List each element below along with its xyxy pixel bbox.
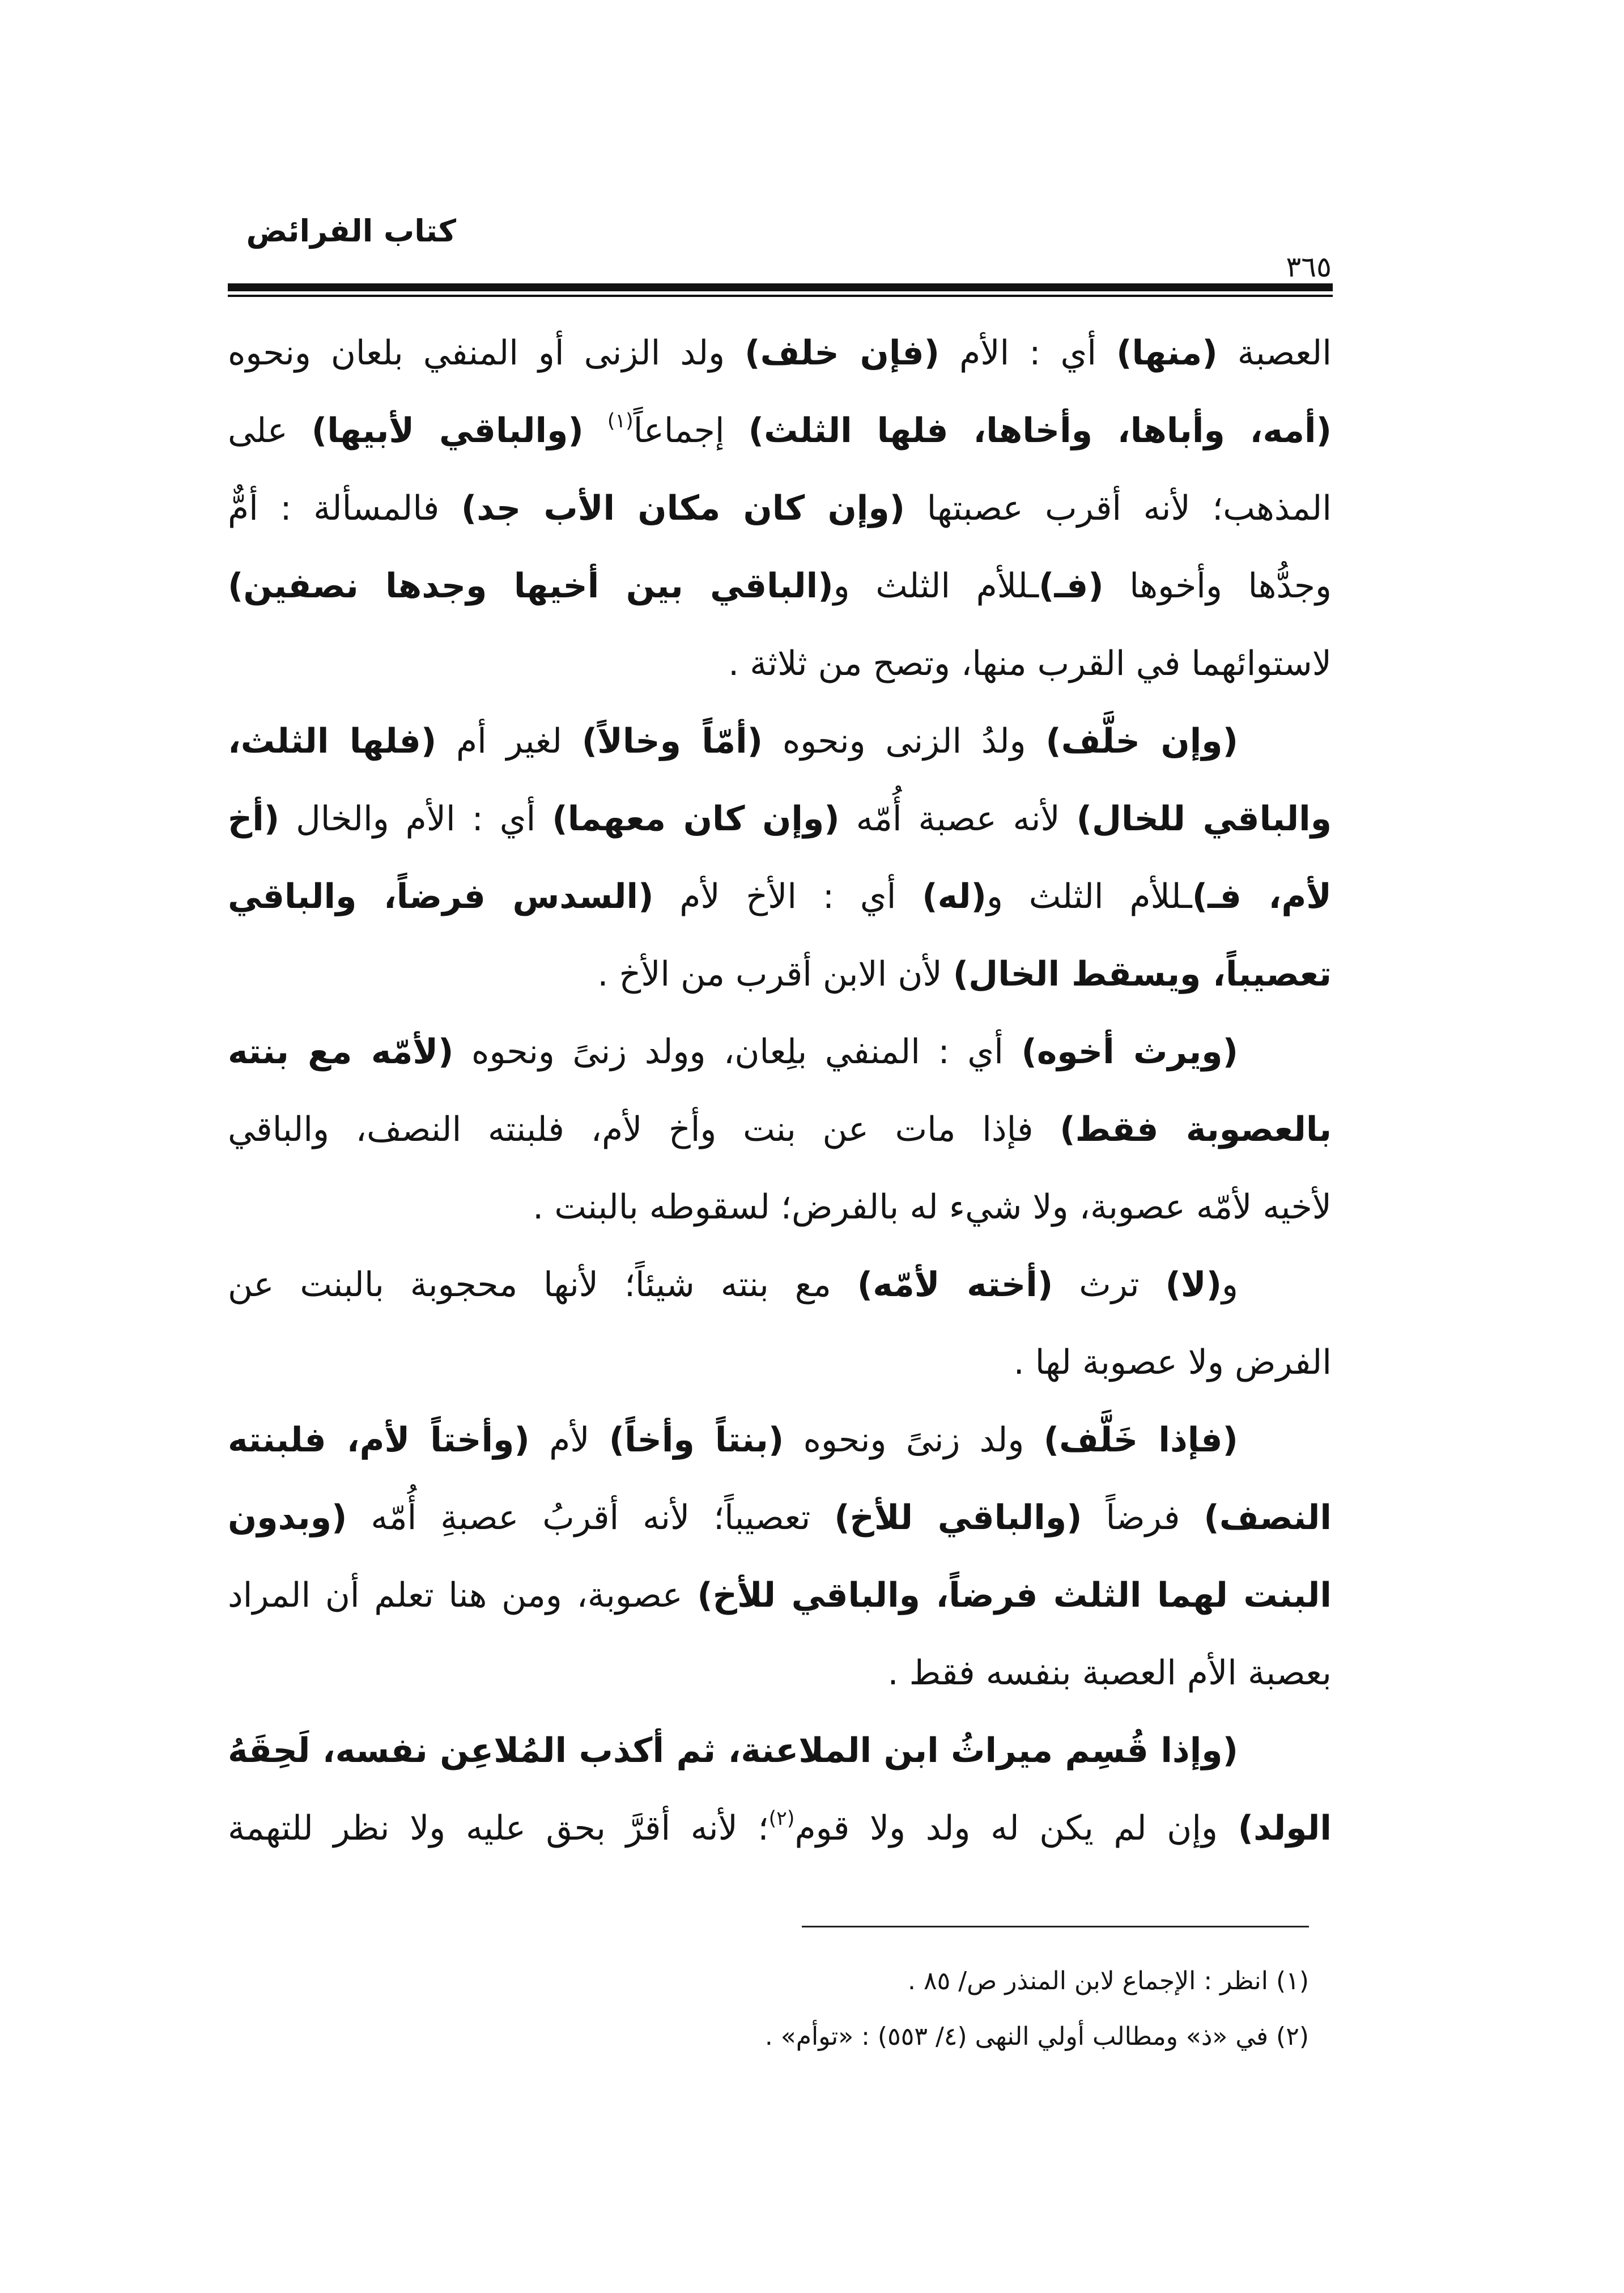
paragraph <box>228 1013 1332 1246</box>
matn-text: (وبدون <box>228 1498 347 1538</box>
footnote-ref: (١) <box>607 409 634 432</box>
text-line: النصف) فرضاً (والباقي للأخ) تعصيباً؛ لأنه أقربُ عصبةِ أُمّه (وبدون <box>228 1498 1332 1538</box>
matn-text: (فإن خلف) <box>745 333 940 373</box>
footnote-1: (١) انظر : الإجماع لابن المنذر ص/ ٨٥ . <box>908 1967 1309 1995</box>
text-line: العصبة (منها) أي : الأم (فإن خلف) ولد الزنى أو المنفي بلعان ونحوه <box>228 333 1332 373</box>
paragraph <box>228 703 1332 1013</box>
text-line: (ويرث أخوه) أي : المنفي بلِعان، وولد زنىً ونحوه (لأمّه مع بنته <box>228 1032 1238 1072</box>
text-line: بعصبة الأم العصبة بنفسه فقط . <box>887 1653 1332 1693</box>
matn-text: تعصيباً، ويسقط الخال) <box>953 954 1332 994</box>
matn-text: (وإذا قُسِم ميراثُ ابن الملاعنة، ثم أكذب المُلاعِن نفسه، لَحِقَهُ <box>228 1731 1238 1770</box>
text-line: (فإذا خَلَّف) ولد زنىً ونحوه (بنتاً وأخاً) لأم (وأختاً لأم، فلبنته <box>228 1420 1238 1460</box>
matn-text: (وأختاً لأم، فلبنته <box>228 1420 530 1460</box>
text-line: والباقي للخال) لأنه عصبة أُمّه (وإن كان معهما) أي : الأم والخال (أخ <box>228 799 1332 839</box>
footnotes <box>228 1954 1309 2065</box>
text-line: بالعصوبة فقط) فإذا مات عن بنت وأخ لأم، فلبنته النصف، والباقي <box>228 1110 1332 1149</box>
matn-text: (وإن كان مكان الأب جد) <box>461 489 905 528</box>
paragraph <box>228 1246 1332 1402</box>
matn-text: البنت لهما الثلث فرضاً، والباقي للأخ) <box>697 1576 1332 1615</box>
matn-text: (ويرث أخوه) <box>1021 1032 1238 1072</box>
paragraph <box>228 315 1332 703</box>
matn-text: (أخته لأمّه) <box>857 1265 1053 1305</box>
matn-text: (لأمّه مع بنته <box>228 1032 454 1072</box>
text-line: و(لا) ترث (أخته لأمّه) مع بنته شيئاً؛ لأنها محجوبة بالبنت عن <box>228 1265 1238 1305</box>
matn-text: (بنتاً وأخاً) <box>609 1420 784 1460</box>
matn-text: والباقي للخال) <box>1076 799 1332 839</box>
text-line: وجدُّها وأخوها (فـ)ـللأم الثلث و(الباقي بين أخيها وجدها نصفين) <box>228 566 1332 606</box>
text-line: (وإن خلَّف) ولدُ الزنى ونحوه (أمّاً وخالاً) لغير أم (فلها الثلث، <box>228 721 1238 761</box>
text-line: الفرض ولا عصوبة لها . <box>1013 1343 1332 1382</box>
text-line: البنت لهما الثلث فرضاً، والباقي للأخ) عصوبة، ومن هنا تعلم أن المراد <box>228 1576 1332 1615</box>
page-number: ٣٦٥ <box>1286 250 1332 283</box>
footnote-2: (٢) في «ذ» ومطالب أولي النهى (٤/ ٥٥٣) : «توأم» . <box>764 2022 1309 2051</box>
matn-text: (أخ <box>228 799 280 839</box>
matn-text: النصف) <box>1204 1498 1332 1538</box>
text-line: لأخيه لأمّه عصوبة، ولا شيء له بالفرض؛ لسقوطه بالبنت . <box>533 1187 1332 1227</box>
text-line: المذهب؛ لأنه أقرب عصبتها (وإن كان مكان الأب جد) فالمسألة : أمٌّ <box>228 489 1332 528</box>
text-line: (أمه، وأباها، وأخاها، فلها الثلث) إجماعاً$^{(١)}$ (والباقي لأبيها) على <box>228 409 1332 451</box>
footnote-separator <box>802 1926 1309 1927</box>
matn-text: (الباقي بين أخيها وجدها نصفين) <box>228 566 834 606</box>
matn-text: (فلها الثلث، <box>228 721 437 761</box>
text-line: لأم، فـ)ـللأم الثلث و(له) أي : الأخ لأم (السدس فرضاً، والباقي <box>228 877 1332 916</box>
text-line: تعصيباً، ويسقط الخال) لأن الابن أقرب من الأخ . <box>597 954 1332 994</box>
matn-text: بالعصوبة فقط) <box>1060 1110 1332 1149</box>
matn-text: (أمه، وأباها، وأخاها، فلها الثلث) <box>748 411 1332 451</box>
matn-text: (فـ) <box>1039 566 1104 606</box>
matn-text: (لا) <box>1165 1265 1222 1305</box>
footnote-ref: (٢) <box>768 1807 795 1830</box>
header-rule-thick <box>228 283 1333 291</box>
header-rule-thin <box>228 295 1333 297</box>
matn-text: الولد) <box>1238 1808 1332 1848</box>
matn-text: (والباقي للأخ) <box>834 1498 1082 1538</box>
text-line: الولد) وإن لم يكن له ولد ولا قوم$^{(٢)}$؛ لأنه أقرَّ بحق عليه ولا نظر للتهمة <box>228 1807 1332 1848</box>
matn-text: (والباقي لأبيها) <box>311 411 584 451</box>
matn-text: (أمّاً وخالاً) <box>581 721 763 761</box>
matn-text: لأم، فـ) <box>1192 877 1332 916</box>
running-head-title: كتاب الفرائض <box>246 213 456 249</box>
matn-text: (له) <box>922 877 987 916</box>
matn-text: (فإذا خَلَّف) <box>1043 1420 1238 1460</box>
body-text <box>228 315 1332 1867</box>
text-line: لاستوائهما في القرب منها، وتصح من ثلاثة . <box>728 644 1332 683</box>
text-line <box>228 1712 1332 1790</box>
matn-text: (وإن كان معهما) <box>552 799 840 839</box>
matn-text: (منها) <box>1116 333 1218 373</box>
paragraph <box>228 1712 1332 1867</box>
paragraph <box>228 1402 1332 1712</box>
matn-text: (السدس فرضاً، والباقي <box>228 877 654 916</box>
matn-text: (وإن خلَّف) <box>1045 721 1238 761</box>
